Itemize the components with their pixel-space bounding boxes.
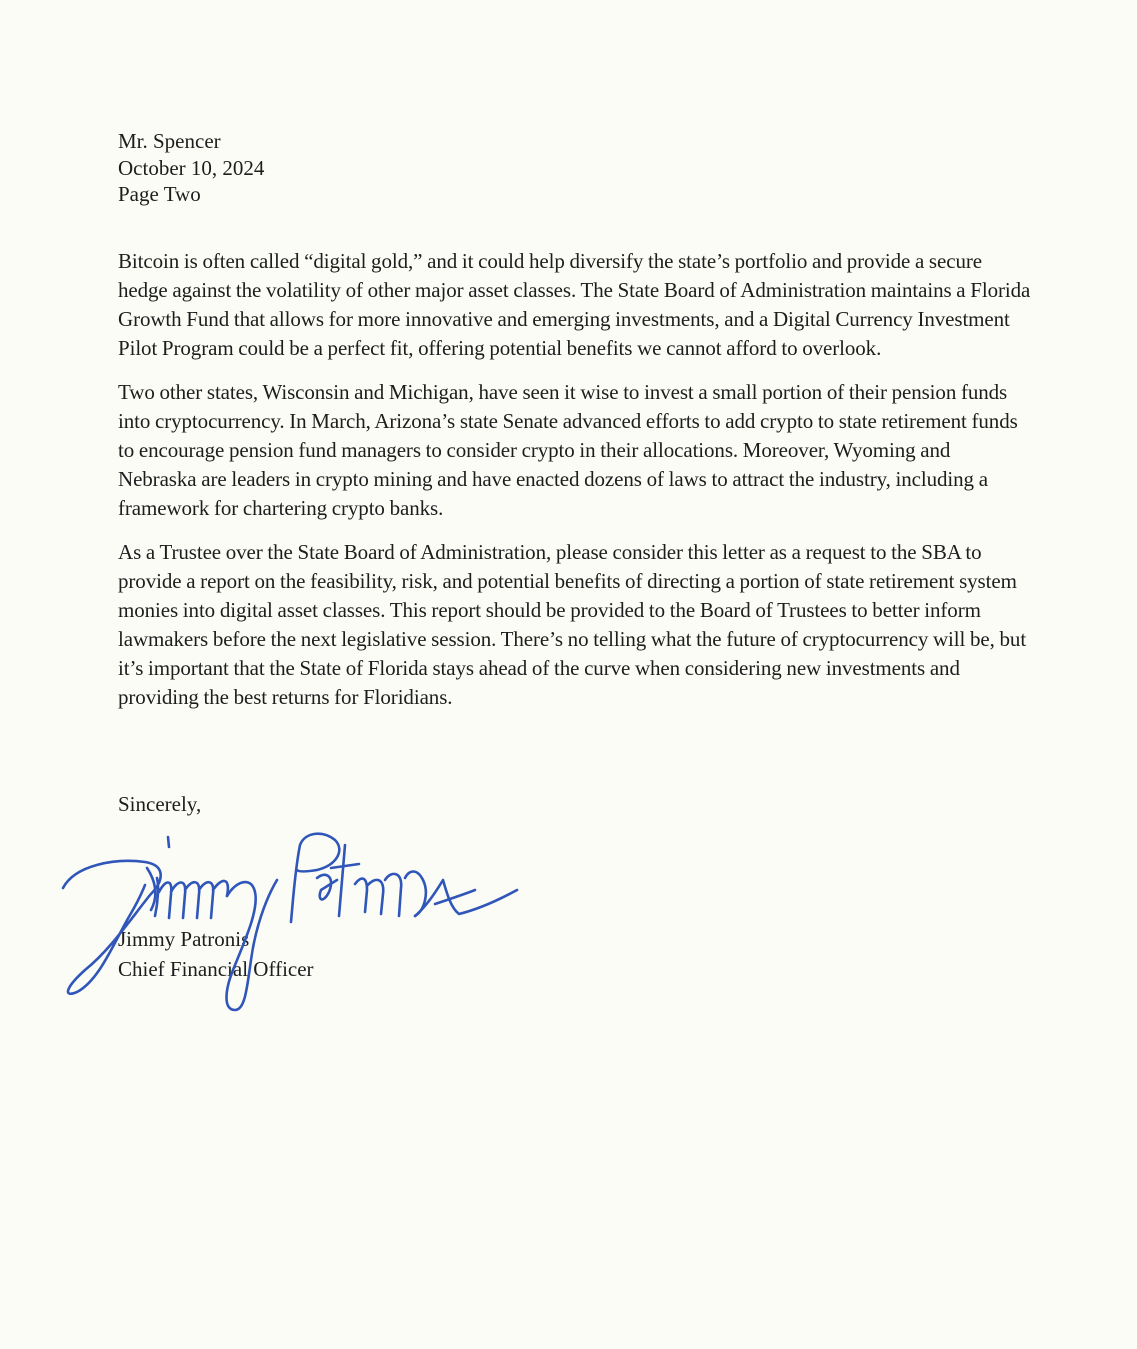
recipient-name: Mr. Spencer: [118, 129, 221, 153]
paragraph-other-states: Two other states, Wisconsin and Michigan, have seen it wise to invest a small portion of their pension funds into cryptocurrency. In March, Arizona’s state Senate advanced efforts to add crypto to state retirement funds to encourage pension fund managers to consider crypto in their allocations. Moreover, Wyoming and Nebraska are leaders in crypto mining and have enacted dozens of laws to attract the industry, including a framework for chartering crypto banks.: [118, 380, 1018, 520]
closing-salutation: Sincerely,: [118, 792, 202, 816]
letter-date: October 10, 2024: [118, 155, 265, 180]
paragraph-bitcoin: Bitcoin is often called “digital gold,” and it could help diversify the state’s portfolio and provide a secure hedge against the volatility of other major asset classes. The State Board of Administration maintains a Florida Growth Fund that allows for more innovative and emerging investments, and a Digital Currency Investment Pilot Program could be a perfect fit, offering potential benefits we cannot afford to overlook.: [118, 249, 1031, 360]
handwritten-signature: [55, 820, 525, 1020]
signer-title: Chief Financial Officer: [118, 957, 314, 981]
paragraph-request: As a Trustee over the State Board of Administration, please consider this letter as a request to the SBA to provide a report on the feasibility, risk, and potential benefits of directing a portion of state retirement system monies into digital asset classes. This report should be provided to the Board of Trustees to better inform lawmakers before the next legislative session. There’s no telling what the future of cryptocurrency will be, but it’s important that the State of Florida stays ahead of the curve when considering new investments and providing the best returns for Floridians.: [118, 540, 1027, 709]
page-label: Page Two: [118, 182, 201, 206]
signer-name: Jimmy Patronis: [118, 927, 250, 951]
letter-body: [118, 247, 1033, 727]
letter-header: [118, 128, 264, 208]
